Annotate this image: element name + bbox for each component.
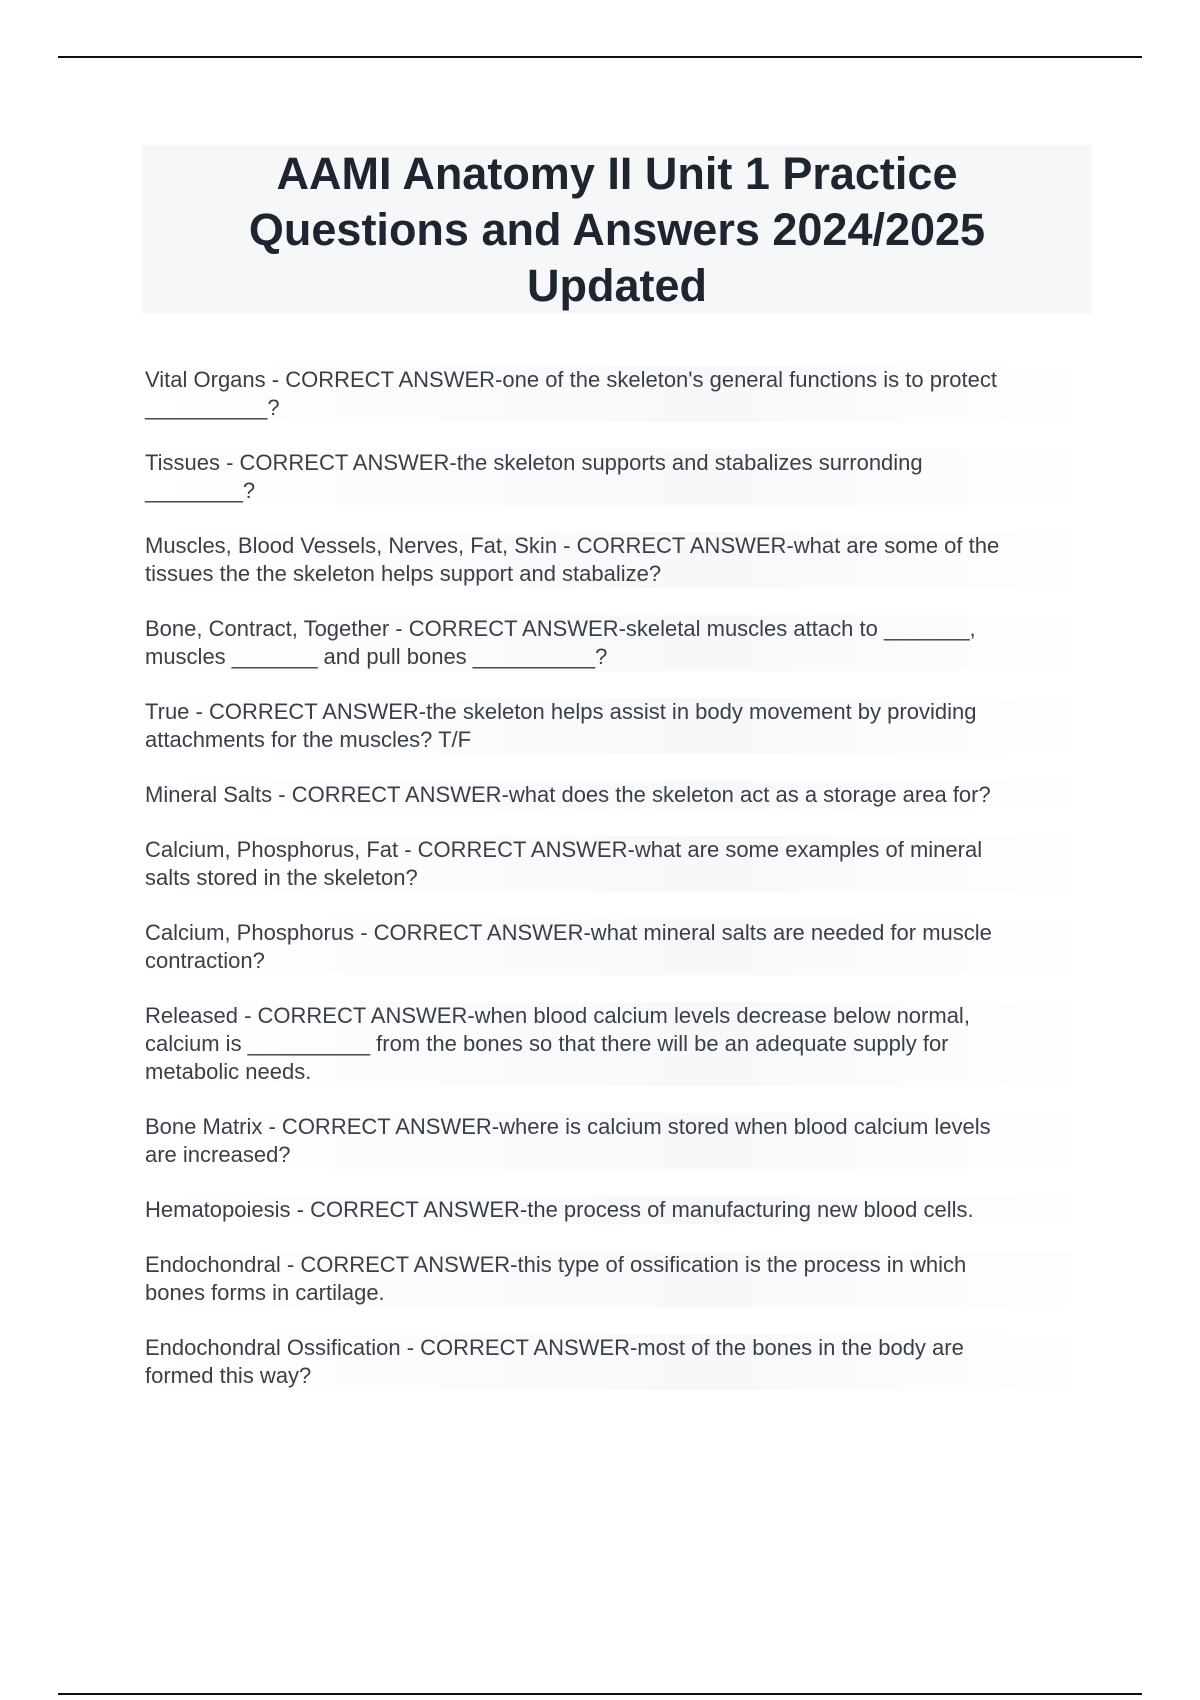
bottom-rule	[58, 1693, 1142, 1695]
qa-item: Calcium, Phosphorus - CORRECT ANSWER-what mineral salts are needed for muscle contraction?	[145, 919, 1095, 975]
qa-item: True - CORRECT ANSWER-the skeleton helps assist in body movement by providing attachments for the muscles? T/F	[145, 698, 1095, 754]
title-banner	[142, 145, 1092, 314]
qa-item: Endochondral - CORRECT ANSWER-this type of ossification is the process in which bones forms in cartilage.	[145, 1251, 1095, 1307]
qa-item: Vital Organs - CORRECT ANSWER-one of the skeleton's general functions is to protect __________?	[145, 366, 1095, 422]
qa-item: Bone Matrix - CORRECT ANSWER-where is calcium stored when blood calcium levels are increased?	[145, 1113, 1095, 1169]
top-rule	[58, 56, 1142, 58]
qa-item: Mineral Salts - CORRECT ANSWER-what does the skeleton act as a storage area for?	[145, 781, 1095, 809]
qa-item: Hematopoiesis - CORRECT ANSWER-the process of manufacturing new blood cells.	[145, 1196, 1095, 1224]
qa-item: Released - CORRECT ANSWER-when blood calcium levels decrease below normal, calcium is __________ from the bones so that there will be an adequate supply for metabolic needs.	[145, 1002, 1095, 1086]
qa-item: Endochondral Ossification - CORRECT ANSWER-most of the bones in the body are formed this way?	[145, 1334, 1095, 1390]
page-title: AAMI Anatomy II Unit 1 Practice Questions and Answers 2024/2025 Updated	[248, 147, 986, 311]
qa-item: Bone, Contract, Together - CORRECT ANSWER-skeletal muscles attach to _______, muscles _______ and pull bones __________?	[145, 615, 1095, 671]
qa-list	[145, 366, 1095, 1417]
qa-item: Muscles, Blood Vessels, Nerves, Fat, Skin - CORRECT ANSWER-what are some of the tissues the the skeleton helps support and stabalize?	[145, 532, 1095, 588]
qa-item: Tissues - CORRECT ANSWER-the skeleton supports and stabalizes surronding ________?	[145, 449, 1095, 505]
qa-item: Calcium, Phosphorus, Fat - CORRECT ANSWER-what are some examples of mineral salts stored in the skeleton?	[145, 836, 1095, 892]
